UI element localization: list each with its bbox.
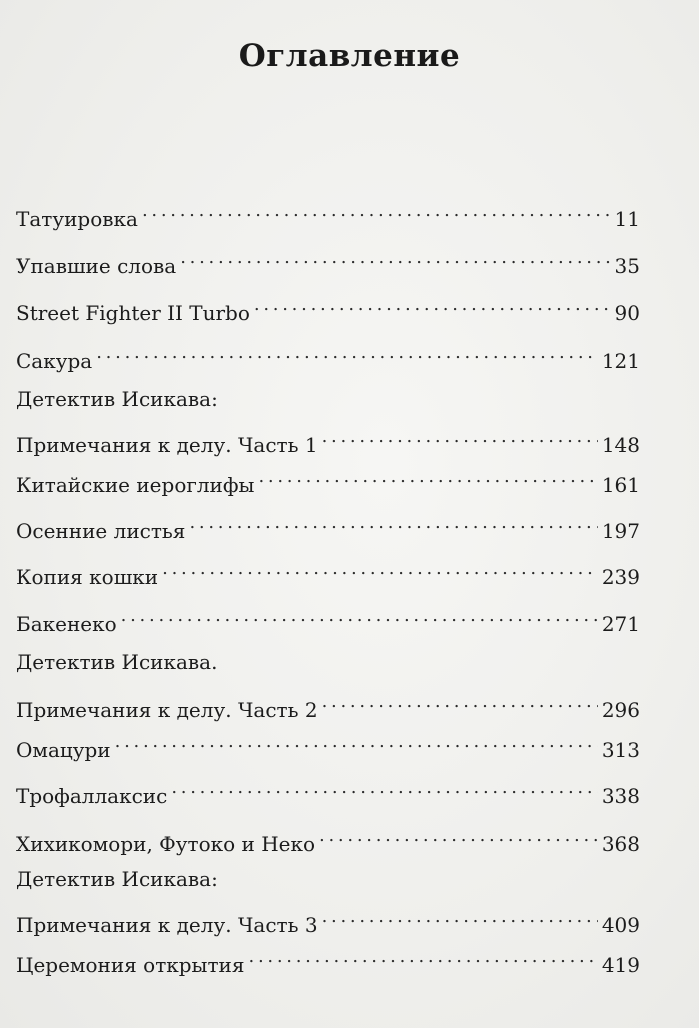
toc-entry[interactable] <box>16 554 640 589</box>
toc-page-number: 419 <box>601 953 640 977</box>
toc-entry[interactable] <box>16 942 640 977</box>
toc-entry-title: Китайские иероглифы <box>16 473 255 497</box>
toc-page-number: 11 <box>614 207 640 231</box>
toc-entry-title: Копия кошки <box>16 565 159 589</box>
toc-entry-title: Хихикомори, Футоко и Неко <box>16 832 316 856</box>
toc-entry-title: Осенние листья <box>16 519 186 543</box>
dot-leader <box>162 554 598 584</box>
toc-entry[interactable] <box>16 773 640 808</box>
dot-leader <box>258 462 597 492</box>
dot-leader <box>249 942 598 972</box>
toc-page-number: 368 <box>601 832 640 856</box>
toc-entry[interactable] <box>16 290 640 325</box>
dot-leader <box>121 601 598 631</box>
dot-leader <box>189 508 597 538</box>
toc-entry[interactable] <box>16 508 640 543</box>
toc-entry-title: Церемония открытия <box>16 953 245 977</box>
toc-entry[interactable] <box>16 243 640 278</box>
dot-leader <box>319 821 598 851</box>
toc-entry-title: Примечания к делу. Часть 3 <box>16 913 318 937</box>
toc-entry[interactable] <box>16 864 640 937</box>
toc-entry-title-line1: Детектив Исикава: <box>16 867 218 891</box>
toc-entry-title: Бакенеко <box>16 612 117 636</box>
toc-page-number: 35 <box>614 254 640 278</box>
toc-entry[interactable] <box>16 727 640 762</box>
toc-entry-title: Street Fighter II Turbo <box>16 301 250 325</box>
toc-entry-title: Татуировка <box>16 207 138 231</box>
toc-entry-title: Упавшие слова <box>16 254 177 278</box>
toc-page-number: 239 <box>601 565 640 589</box>
toc-entry[interactable] <box>16 647 640 722</box>
toc-entry-title: Примечания к делу. Часть 2 <box>16 698 318 722</box>
toc-entry-title: Примечания к делу. Часть 1 <box>16 433 318 457</box>
dot-leader <box>322 687 598 717</box>
toc-entry[interactable] <box>16 384 640 457</box>
toc-entry-title-line1: Детектив Исикава: <box>16 387 218 411</box>
toc-entry-title-line1: Детектив Исикава. <box>16 650 218 674</box>
dot-leader <box>322 422 598 452</box>
dot-leader <box>254 290 611 320</box>
toc-page-number: 148 <box>601 433 640 457</box>
toc-entry[interactable] <box>16 821 640 856</box>
dot-leader <box>96 338 598 368</box>
toc-page-number: 338 <box>601 784 640 808</box>
toc-page-number: 409 <box>601 913 640 937</box>
toc-entry[interactable] <box>16 196 640 231</box>
toc-page-number: 296 <box>601 698 640 722</box>
toc-entry-title: Трофаллаксис <box>16 784 168 808</box>
toc-page-number: 161 <box>601 473 640 497</box>
page-title: Оглавление <box>238 38 461 74</box>
toc-page-number: 90 <box>614 301 640 325</box>
toc-entry-title: Омацури <box>16 738 111 762</box>
dot-leader <box>180 243 610 273</box>
dot-leader <box>171 773 597 803</box>
toc-page-number: 313 <box>601 738 640 762</box>
dot-leader <box>142 196 611 226</box>
dot-leader <box>322 902 598 932</box>
toc-page-number: 121 <box>601 349 640 373</box>
toc-entry[interactable] <box>16 338 640 373</box>
dot-leader <box>115 727 598 757</box>
toc-page-number: 271 <box>601 612 640 636</box>
toc-page-number: 197 <box>601 519 640 543</box>
toc-entry-title: Сакура <box>16 349 93 373</box>
toc-entry[interactable] <box>16 462 640 497</box>
toc-entry[interactable] <box>16 601 640 636</box>
